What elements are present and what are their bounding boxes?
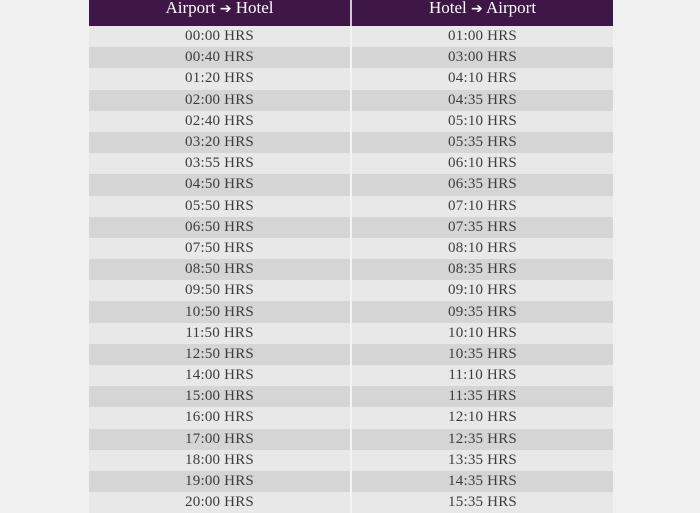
- hotel-to-airport-time: 08:35 HRS: [448, 261, 517, 278]
- table-body: [89, 26, 613, 513]
- airport-to-hotel-time: 03:55 HRS: [89, 153, 352, 174]
- hotel-to-airport-time: 13:35 HRS: [448, 451, 517, 468]
- airport-to-hotel-time: 01:20 HRS: [89, 68, 352, 89]
- airport-to-hotel-time: 11:50 HRS: [89, 323, 352, 344]
- airport-to-hotel-time: 04:50 HRS: [89, 174, 352, 195]
- arrow-right-icon: ➔: [219, 1, 232, 17]
- table-row: [89, 111, 613, 132]
- airport-to-hotel-time: 14:00 HRS: [89, 365, 352, 386]
- table-row: [89, 26, 613, 47]
- airport-to-hotel-time: 05:50 HRS: [89, 196, 352, 217]
- airport-to-hotel-time: 20:00 HRS: [89, 492, 352, 513]
- table-row: [89, 492, 613, 513]
- table-row: [89, 386, 613, 407]
- hotel-to-airport-time: 08:10 HRS: [448, 239, 517, 256]
- table-row: [89, 174, 613, 195]
- airport-to-hotel-time: 02:00 HRS: [89, 90, 352, 111]
- table-row: [89, 301, 613, 322]
- airport-to-hotel-time: 09:50 HRS: [89, 280, 352, 301]
- header-to-label: Airport: [486, 0, 537, 17]
- table-row: [89, 450, 613, 471]
- hotel-to-airport-time: 06:10 HRS: [448, 155, 517, 172]
- header-to-label: Hotel: [235, 0, 274, 17]
- hotel-to-airport-time: 04:10 HRS: [448, 70, 517, 87]
- arrow-right-icon: ➔: [470, 1, 483, 17]
- shuttle-schedule-table: [89, 0, 613, 513]
- hotel-to-airport-time: 04:35 HRS: [448, 91, 517, 108]
- table-row: [89, 132, 613, 153]
- table-row: [89, 365, 613, 386]
- table-row: [89, 259, 613, 280]
- airport-to-hotel-time: 15:00 HRS: [89, 386, 352, 407]
- airport-to-hotel-time: 18:00 HRS: [89, 450, 352, 471]
- hotel-to-airport-time: 05:35 HRS: [448, 134, 517, 151]
- airport-to-hotel-time: 16:00 HRS: [89, 407, 352, 428]
- hotel-to-airport-time: 06:35 HRS: [448, 176, 517, 193]
- airport-to-hotel-time: 19:00 HRS: [89, 471, 352, 492]
- airport-to-hotel-time: 10:50 HRS: [89, 301, 352, 322]
- header-from-label: Hotel: [428, 0, 467, 17]
- header-airport-to-hotel: [89, 0, 352, 26]
- airport-to-hotel-time: 07:50 HRS: [89, 238, 352, 259]
- hotel-to-airport-time: 10:35 HRS: [448, 345, 517, 362]
- header-hotel-to-airport: [352, 0, 613, 26]
- hotel-to-airport-time: 10:10 HRS: [448, 324, 517, 341]
- table-row: [89, 429, 613, 450]
- hotel-to-airport-time: 12:35 HRS: [448, 430, 517, 447]
- table-header: [89, 0, 613, 26]
- airport-to-hotel-time: 06:50 HRS: [89, 217, 352, 238]
- table-row: [89, 344, 613, 365]
- table-row: [89, 217, 613, 238]
- table-row: [89, 68, 613, 89]
- table-row: [89, 238, 613, 259]
- hotel-to-airport-time: 01:00 HRS: [448, 28, 517, 45]
- hotel-to-airport-time: 15:35 HRS: [448, 494, 517, 511]
- table-row: [89, 471, 613, 492]
- table-row: [89, 47, 613, 68]
- hotel-to-airport-time: 11:10 HRS: [448, 367, 517, 384]
- airport-to-hotel-time: 03:20 HRS: [89, 132, 352, 153]
- hotel-to-airport-time: 05:10 HRS: [448, 112, 517, 129]
- hotel-to-airport-time: 12:10 HRS: [448, 409, 517, 426]
- header-from-label: Airport: [165, 0, 216, 17]
- airport-to-hotel-time: 17:00 HRS: [89, 429, 352, 450]
- table-row: [89, 280, 613, 301]
- airport-to-hotel-time: 02:40 HRS: [89, 111, 352, 132]
- hotel-to-airport-time: 03:00 HRS: [448, 49, 517, 66]
- table-row: [89, 407, 613, 428]
- table-row: [89, 153, 613, 174]
- airport-to-hotel-time: 12:50 HRS: [89, 344, 352, 365]
- hotel-to-airport-time: 09:35 HRS: [448, 303, 517, 320]
- hotel-to-airport-time: 07:35 HRS: [448, 218, 517, 235]
- hotel-to-airport-time: 07:10 HRS: [448, 197, 517, 214]
- airport-to-hotel-time: 00:40 HRS: [89, 47, 352, 68]
- airport-to-hotel-time: 00:00 HRS: [89, 26, 352, 47]
- hotel-to-airport-time: 09:10 HRS: [448, 282, 517, 299]
- table-row: [89, 323, 613, 344]
- table-row: [89, 90, 613, 111]
- table-row: [89, 196, 613, 217]
- hotel-to-airport-time: 14:35 HRS: [448, 473, 517, 490]
- hotel-to-airport-time: 11:35 HRS: [448, 388, 517, 405]
- airport-to-hotel-time: 08:50 HRS: [89, 259, 352, 280]
